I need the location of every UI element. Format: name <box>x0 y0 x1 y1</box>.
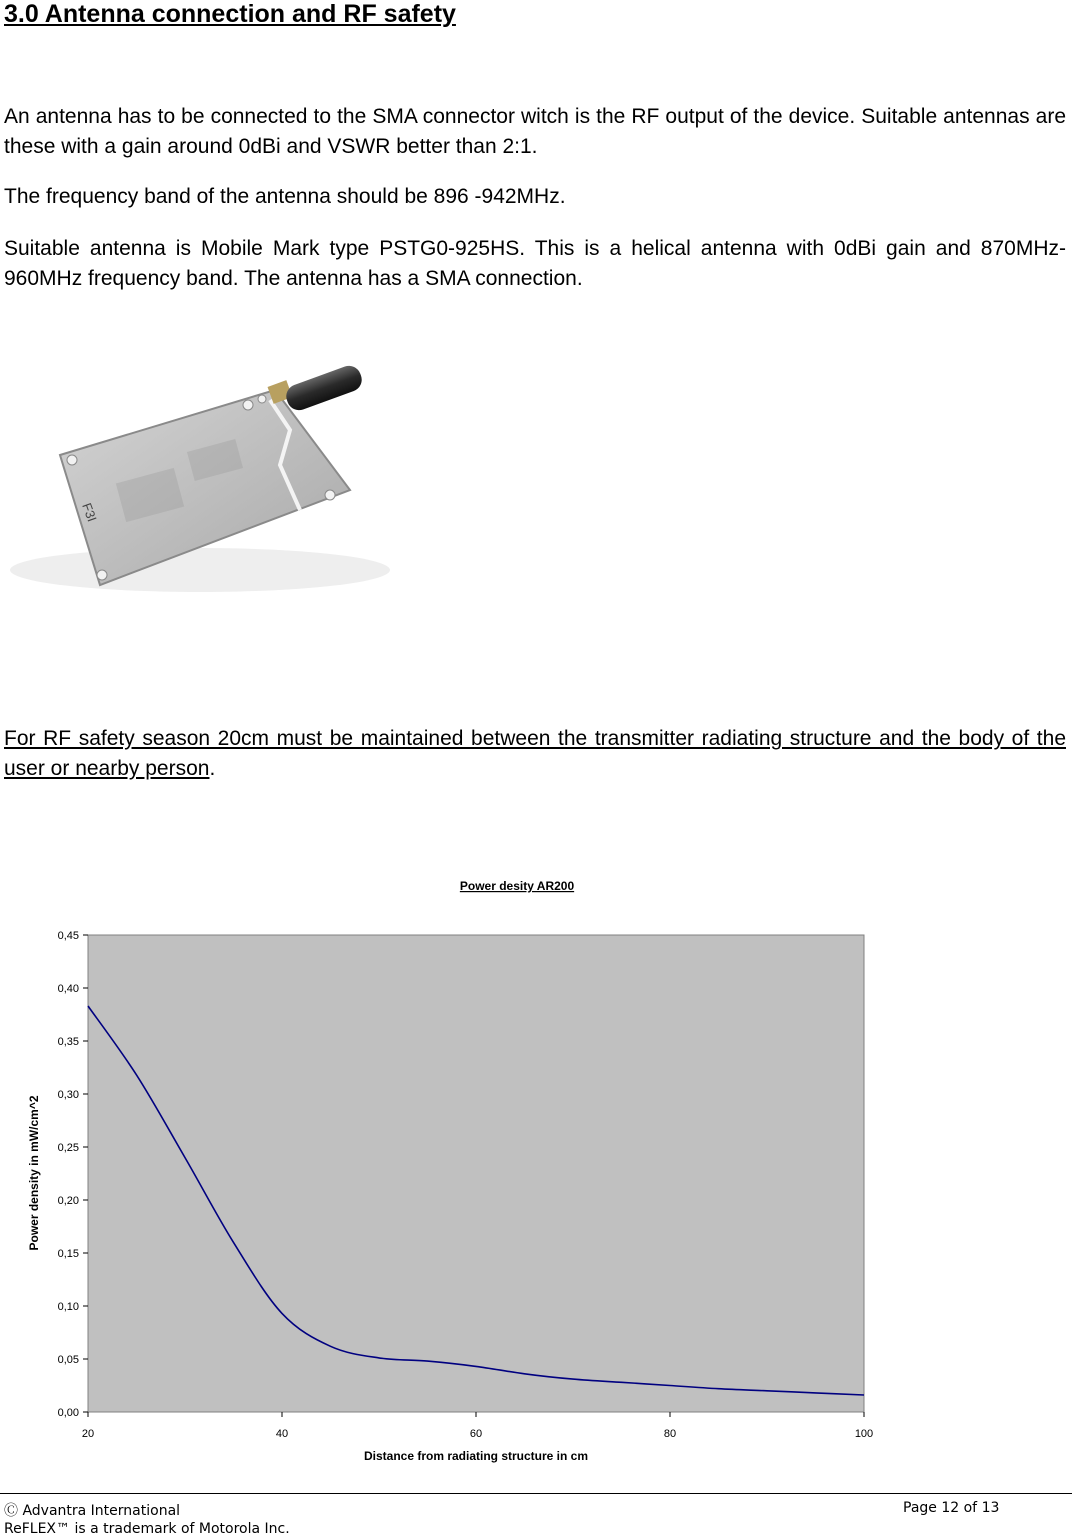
rf-safety-underlined: For RF safety season 20cm must be maintained between the transmitter radiating structure and the body of the user or nearby person <box>4 727 1066 780</box>
y-tick-label: 0,25 <box>57 1142 79 1154</box>
y-tick-label: 0,05 <box>57 1354 79 1366</box>
plot-area <box>88 935 864 1412</box>
page-total: 13 <box>981 1500 1000 1516</box>
board-marking: F3I <box>79 500 100 524</box>
rf-safety-period: . <box>209 757 216 780</box>
power-density-chart <box>0 860 1072 1480</box>
paragraph-rf-safety <box>4 724 1066 784</box>
footer-trademark: ReFLEX™ is a trademark of Motorola Inc. <box>4 1521 290 1537</box>
y-tick-label: 0,15 <box>57 1248 79 1260</box>
y-tick-label: 0,10 <box>57 1301 79 1313</box>
y-axis <box>58 930 88 1419</box>
footer-company: Ⓒ Advantra International <box>4 1503 181 1519</box>
section-heading: 3.0 Antenna connection and RF safety <box>4 0 456 28</box>
page-prefix: Page 12 of <box>903 1500 982 1516</box>
x-tick-label: 20 <box>81 1428 95 1440</box>
x-tick-label: 60 <box>469 1428 483 1440</box>
pcb-with-antenna-icon <box>0 305 400 600</box>
footer-page-number <box>903 1500 999 1516</box>
y-tick-label: 0,40 <box>57 983 79 995</box>
y-tick-label: 0,20 <box>57 1195 79 1207</box>
x-tick-label: 100 <box>854 1428 874 1440</box>
y-tick-label: 0,35 <box>57 1036 79 1048</box>
footer-divider <box>0 1493 1072 1494</box>
y-axis-label: Power density in mW/cm^2 <box>27 1095 41 1251</box>
x-axis-label: Distance from radiating structure in cm <box>363 1449 589 1463</box>
chart-title: Power desity AR200 <box>459 879 575 893</box>
paragraph-antenna-requirements: An antenna has to be connected to the SMA connector witch is the RF output of the device. Suitable antennas are these with a gain around 0dBi and VSWR better than 2:1. <box>4 105 1066 158</box>
y-tick-label: 0,45 <box>57 930 79 942</box>
y-tick-label: 0,30 <box>57 1089 79 1101</box>
x-tick-label: 40 <box>275 1428 289 1440</box>
y-tick-label: 0,00 <box>57 1407 79 1419</box>
x-axis <box>82 1412 873 1440</box>
paragraph-frequency-band: The frequency band of the antenna should be 896 -942MHz. <box>4 185 566 208</box>
paragraph-suitable-antenna: Suitable antenna is Mobile Mark type PSTG0-925HS. This is a helical antenna with 0dBi gain and 870MHz-960MHz frequency band. The antenna has a SMA connection. <box>4 237 1066 290</box>
x-tick-label: 80 <box>663 1428 677 1440</box>
